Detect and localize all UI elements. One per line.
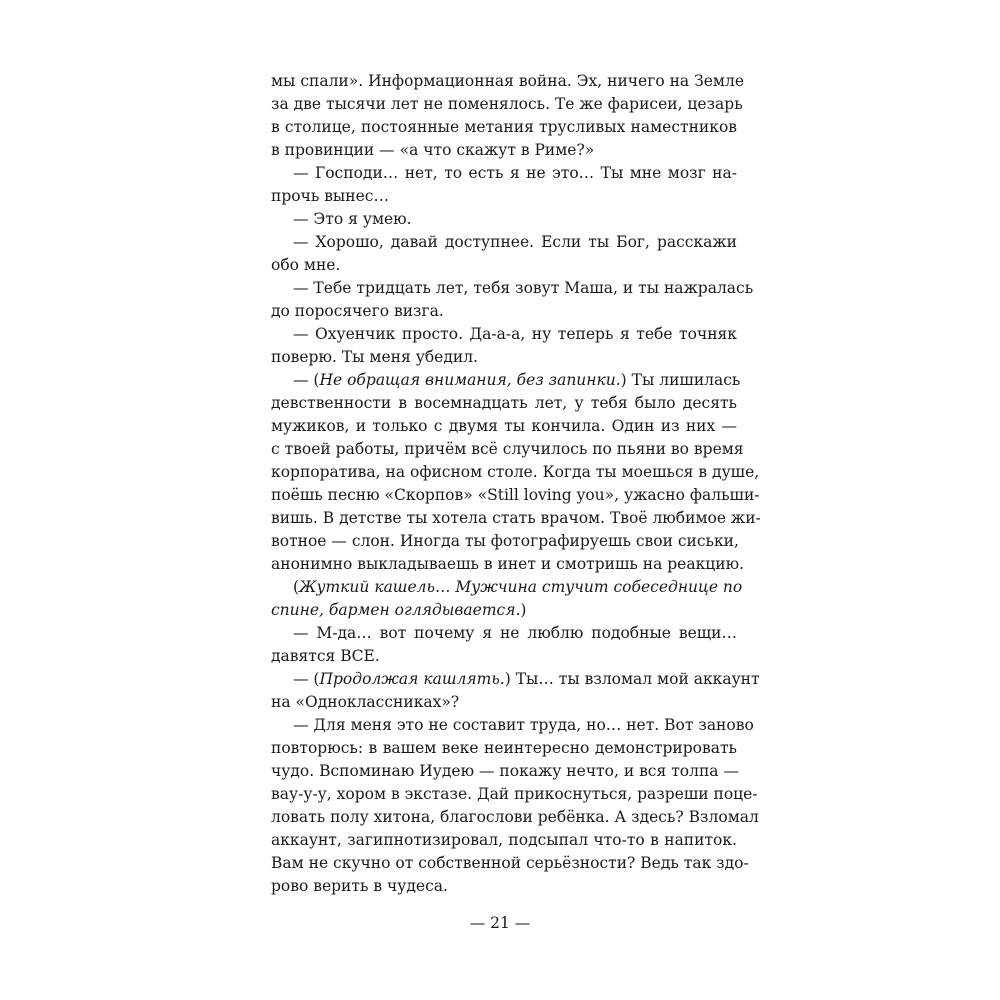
page-number: — 21 — [469,914,531,932]
text-line: анонимно выкладываешь в инет и смотришь на реакцию. [271,555,745,573]
text-line: Вам не скучно от собственной серьёзности? Ведь так здо- [271,854,749,872]
text-line: давятся ВСЕ. [271,647,380,665]
text-line: с твоей работы, причём всё случилось по пьяни во время [271,440,744,458]
text-line: девственности в восемнадцать лет, у тебя было десять [271,394,737,412]
text-line: в столице, постоянные метания трусливых наместников [271,118,737,136]
text-line: — Тебе тридцать лет, тебя зовут Маша, и ты нажралась [293,279,754,297]
text-line: обо мне. [271,256,341,274]
body-text [271,70,761,898]
text-line: поёшь песню «Скорпов» «Still loving you», ужасно фальши- [271,486,760,504]
text-line: — Господи… нет, то есть я не это… Ты мне мозг на- [293,164,737,182]
text-line: рово верить в чудеса. [271,877,448,895]
text-line: — Охуенчик просто. Да-а-а, ну теперь я тебе точняк [293,325,737,343]
text-line: вишь. В детстве ты хотела стать врачом. Твоё любимое жи- [271,509,761,527]
text-line: ловать полу хитона, благослови ребёнка. А здесь? Взломал [271,808,759,826]
text-line: — М-да… вот почему я не люблю подобные вещи… [293,624,737,642]
text-line: — Хорошо, давай доступнее. Если ты Бог, расскажи [293,233,737,251]
text-line: аккаунт, загипнотизировал, подсыпал что-то в напиток. [271,831,737,849]
text-line: до поросячего визга. [271,302,444,320]
text-line: корпоратива, на офисном столе. Когда ты моешься в душе, [271,463,760,481]
text-line: — Для меня это не составит труда, но… нет. Вот заново [293,716,754,734]
text-line: — (Продолжая кашлять.) Ты… ты взломал мой аккаунт [293,670,760,688]
text-line: прочь вынес… [271,187,389,205]
text-line: мужиков, и только с двумя ты кончила. Один из них — [271,417,737,435]
text-line: — (Не обращая внимания, без запинки.) Ты лишилась [293,371,741,389]
text-line: мы спали». Информационная война. Эх, ничего на Земле [271,72,744,90]
text-line: вотное — слон. Иногда ты фотографируешь свои сиськи, [271,532,739,550]
text-line: чудо. Вспоминаю Иудею — покажу нечто, и вся толпа — [271,762,739,780]
text-line: спине, бармен оглядывается.) [271,601,527,619]
text-line: — Это я умею. [293,210,412,228]
text-line: (Жуткий кашель… Мужчина стучит собеседнице по [293,578,743,596]
text-line: повторюсь: в вашем веке неинтересно демонстрировать [271,739,737,757]
text-line: в провинции — «а что скажут в Риме?» [271,141,595,159]
text-line: поверю. Ты меня убедил. [271,348,478,366]
text-line: на «Одноклассниках»? [271,693,460,711]
text-line: вау-у-у, хором в экстазе. Дай прикоснуться, разреши поце- [271,785,758,803]
text-line: за две тысячи лет не поменялось. Те же фарисеи, цезарь [271,95,743,113]
